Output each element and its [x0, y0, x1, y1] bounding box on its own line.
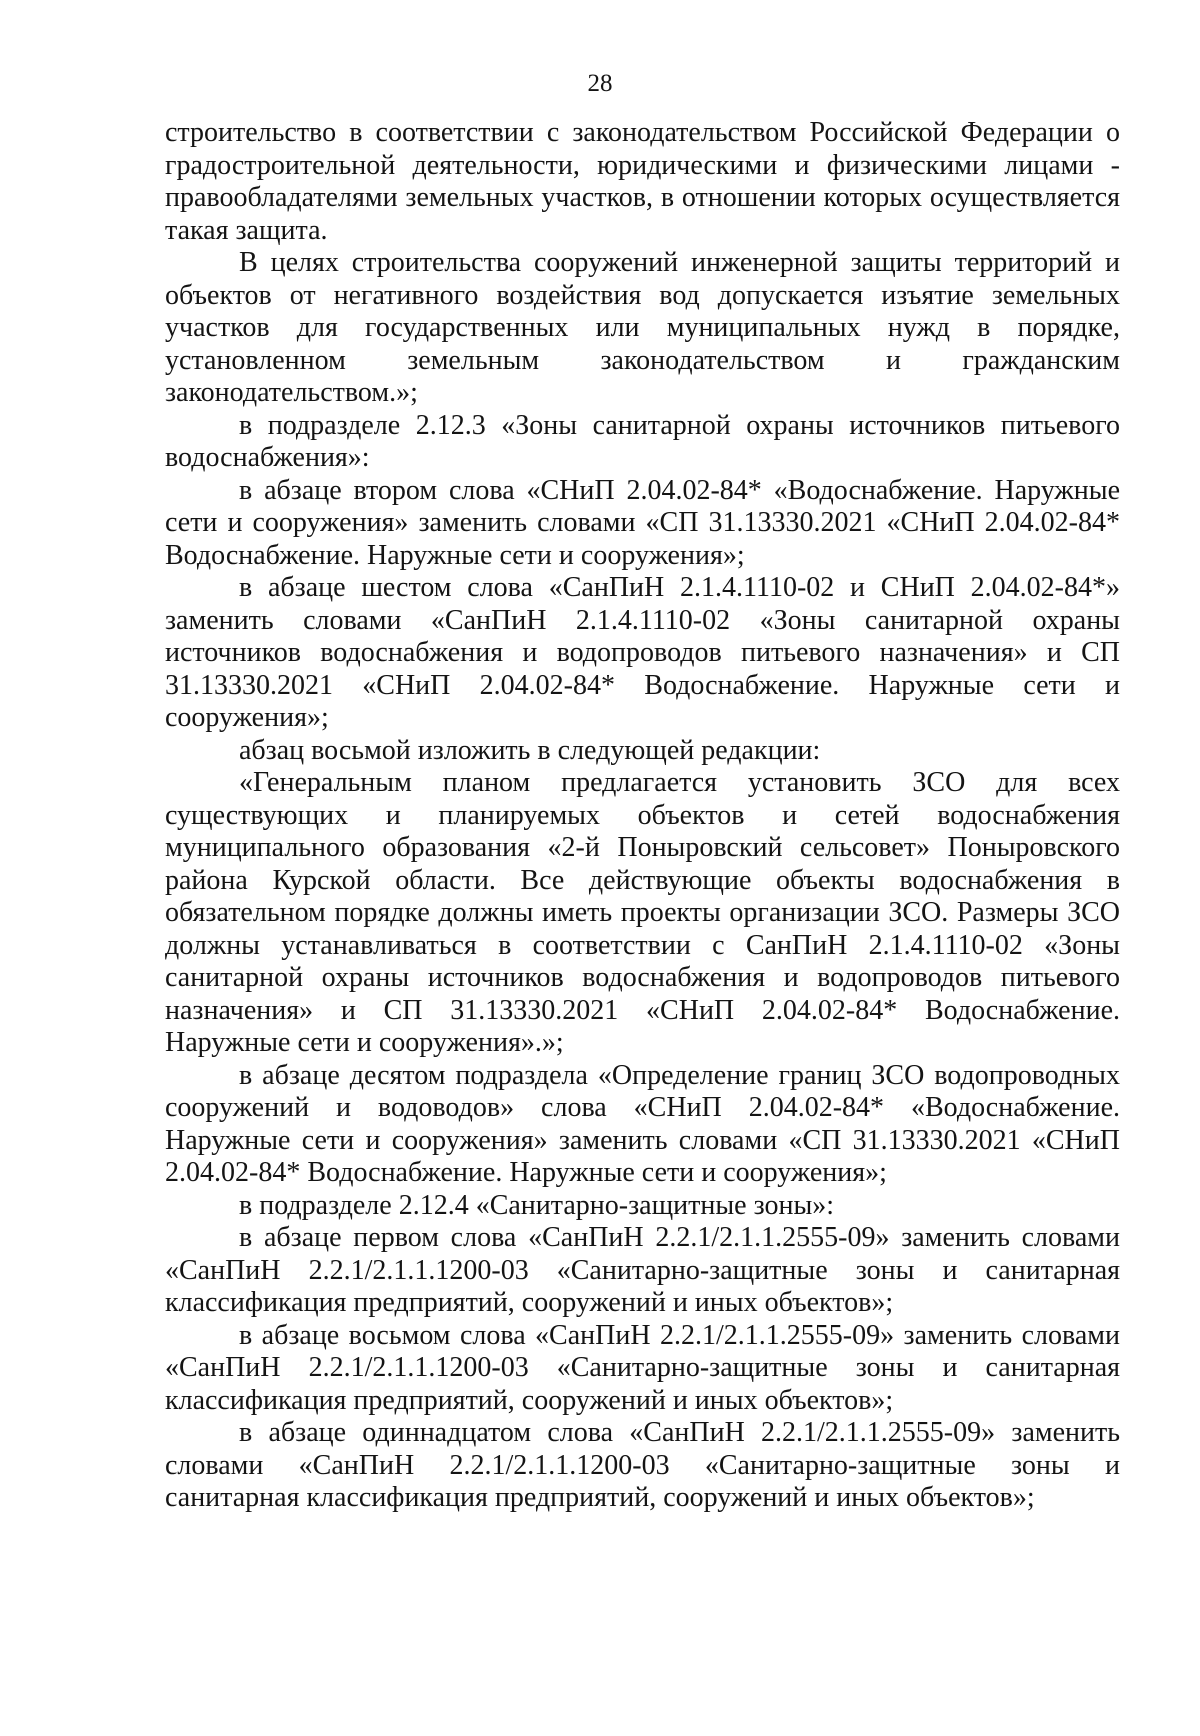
paragraph-11: в абзаце восьмом слова «СанПиН 2.2.1/2.1.1.2555-09» заменить словами «СанПиН 2.2.1/2.1.1.1200-03 «Санитарно-защитные зоны и санитарная классификация предприятий, сооружений и иных объектов»;	[165, 1319, 1120, 1416]
paragraph-9: в подразделе 2.12.4 «Санитарно-защитные зоны»:	[239, 1189, 835, 1221]
paragraph-8: в абзаце десятом подраздела «Определение границ ЗСО водопроводных сооружений и водоводов» слова «СНиП 2.04.02-84* «Водоснабжение. Наружные сети и сооружения» заменить словами «СП 31.13330.2021 «СНиП 2.04.02-84* Водоснабжение. Наружные сети и сооружения»;	[165, 1059, 1120, 1188]
paragraph-2: В целях строительства сооружений инженерной защиты территорий и объектов от негативного воздействия вод допускается изъятие земельных участков для государственных или муниципальных нужд в порядке, установленном земельным законодательством и гражданским законодательством.»;	[165, 247, 1120, 408]
paragraph-10: в абзаце первом слова «СанПиН 2.2.1/2.1.1.2555-09» заменить словами «СанПиН 2.2.1/2.1.1.1200-03 «Санитарно-защитные зоны и санитарная классификация предприятий, сооружений и иных объектов»;	[165, 1222, 1120, 1318]
document-body	[165, 117, 1120, 1515]
paragraph-4: в абзаце втором слова «СНиП 2.04.02-84* «Водоснабжение. Наружные сети и сооружения» заменить словами «СП 31.13330.2021 «СНиП 2.04.02-84* Водоснабжение. Наружные сети и сооружения»;	[165, 474, 1120, 571]
paragraph-1: строительство в соответствии с законодательством Российской Федерации о градостроительной деятельности, юридическими и физическими лицами - правообладателями земельных участков, в отношении которых осуществляется такая защита.	[165, 117, 1120, 246]
paragraph-3: в подразделе 2.12.3 «Зоны санитарной охраны источников питьевого водоснабжения»:	[165, 409, 1120, 473]
page-number: 28	[587, 70, 613, 97]
paragraph-7: «Генеральным планом предлагается установить ЗСО для всех существующих и планируемых объектов и сетей водоснабжения муниципального образования «2-й Поныровский сельсовет» Поныровского района Курской области. Все действующие объекты водоснабжения в обязательном порядке должны иметь проекты организации ЗСО. Размеры ЗСО должны устанавливаться в соответствии с СанПиН 2.1.4.1110-02 «Зоны санитарной охраны источников водоснабжения и водопроводов питьевого назначения» и СП 31.13330.2021 «СНиП 2.04.02-84* Водоснабжение. Наружные сети и сооружения».»;	[165, 767, 1120, 1058]
paragraph-6: абзац восьмой изложить в следующей редакции:	[239, 734, 821, 766]
paragraph-5: в абзаце шестом слова «СанПиН 2.1.4.1110-02 и СНиП 2.04.02-84*» заменить словами «СанПиН 2.1.4.1110-02 «Зоны санитарной охраны источников водоснабжения и водопроводов питьевого назначения» и СП 31.13330.2021 «СНиП 2.04.02-84* Водоснабжение. Наружные сети и сооружения»;	[165, 572, 1120, 733]
paragraph-12: в абзаце одиннадцатом слова «СанПиН 2.2.1/2.1.1.2555-09» заменить словами «СанПиН 2.2.1/2.1.1.1200-03 «Санитарно-защитные зоны и санитарная классификация предприятий, сооружений и иных объектов»;	[165, 1417, 1120, 1513]
